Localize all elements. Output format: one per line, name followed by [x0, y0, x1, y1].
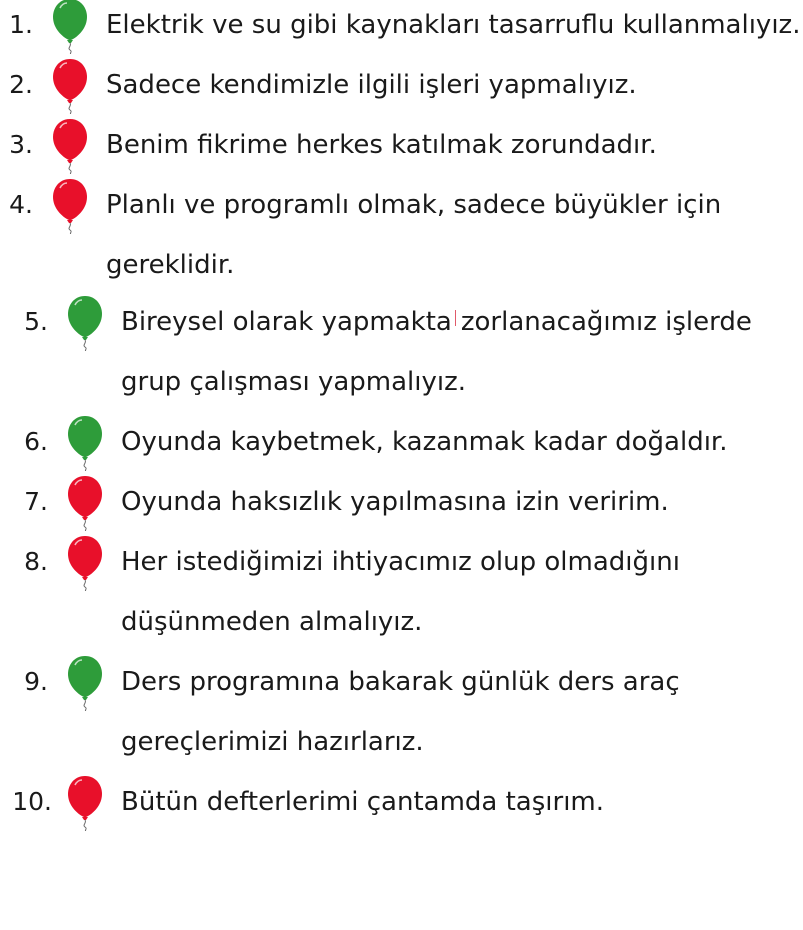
statement-text: Oyunda kaybetmek, kazanmak kadar doğaldır. — [121, 427, 728, 457]
item-number: 6. — [24, 427, 48, 456]
list-item — [0, 175, 803, 280]
list-item — [0, 472, 803, 532]
item-number: 4. — [9, 190, 33, 219]
statement-text: grup çalışması yapmalıyız. — [121, 367, 467, 397]
statement-text: Elektrik ve su gibi kaynakları tasarruflu kullanmalıyız. — [106, 10, 801, 40]
red-balloon-icon — [65, 533, 105, 591]
item-number: 5. — [24, 307, 48, 336]
list-item — [0, 772, 803, 832]
statement-text: gereklidir. — [106, 250, 235, 280]
item-number: 7. — [24, 487, 48, 516]
list-item — [0, 115, 803, 175]
list-item — [0, 0, 803, 55]
statement-text: Ders programına bakarak günlük ders araç — [121, 667, 680, 697]
statement-text: Sadece kendimizle ilgili işleri yapmalıyız. — [106, 70, 637, 100]
statement-text: Bütün defterlerimi çantamda taşırım. — [121, 787, 605, 817]
statement-text: Planlı ve programlı olmak, sadece büyükler için — [106, 190, 722, 220]
item-number: 2. — [9, 70, 33, 99]
item-number: 8. — [24, 547, 48, 576]
red-balloon-icon — [50, 116, 90, 174]
list-item — [0, 412, 803, 472]
statement-text: Oyunda haksızlık yapılmasına izin veririm. — [121, 487, 669, 517]
statement-text: gereçlerimizi hazırlarız. — [121, 727, 424, 757]
stray-mark — [455, 310, 456, 326]
green-balloon-icon — [65, 413, 105, 471]
list-item — [0, 532, 803, 637]
item-number: 9. — [24, 667, 48, 696]
item-number: 3. — [9, 130, 33, 159]
red-balloon-icon — [50, 176, 90, 234]
statement-text: Bireysel olarak yapmakta zorlanacağımız işlerde — [121, 307, 752, 337]
red-balloon-icon — [50, 56, 90, 114]
green-balloon-icon — [65, 293, 105, 351]
item-number: 1. — [9, 10, 33, 39]
list-item — [0, 55, 803, 115]
list-item — [0, 652, 803, 757]
green-balloon-icon — [65, 653, 105, 711]
green-balloon-icon — [50, 0, 90, 54]
red-balloon-icon — [65, 773, 105, 831]
statement-text: düşünmeden almalıyız. — [121, 607, 423, 637]
statement-text: Her istediğimizi ihtiyacımız olup olmadığını — [121, 547, 680, 577]
statement-text: Benim fikrime herkes katılmak zorundadır. — [106, 130, 657, 160]
list-item — [0, 292, 803, 397]
red-balloon-icon — [65, 473, 105, 531]
item-number: 10. — [12, 787, 52, 816]
